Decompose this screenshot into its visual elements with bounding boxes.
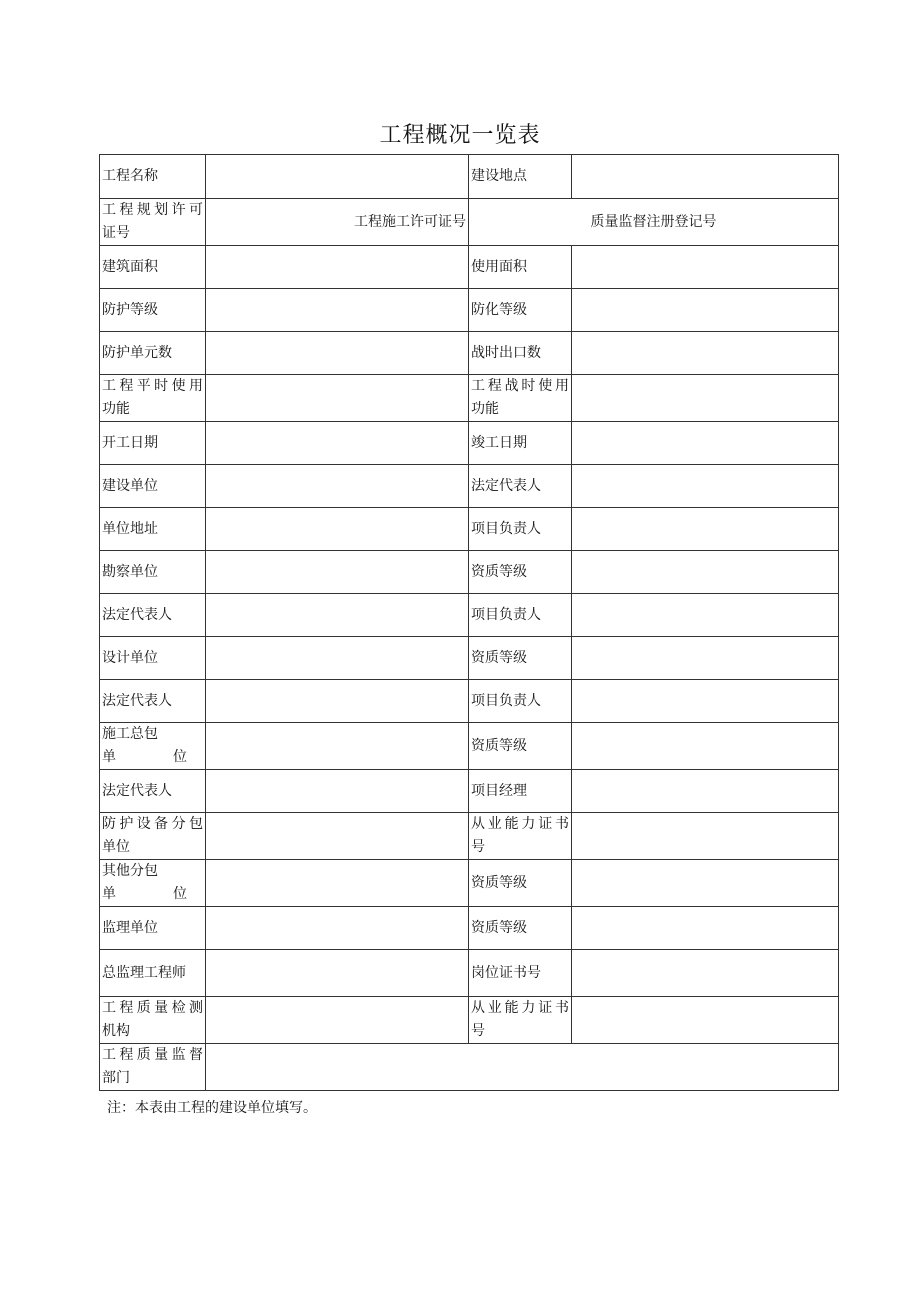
value-supervision-unit[interactable]: [206, 907, 469, 950]
label-line: 工 程 平 时 使 用: [102, 378, 203, 394]
label-construction-permit: 工程施工许可证号: [206, 199, 469, 246]
project-overview-table: [99, 154, 839, 1091]
value-design-unit[interactable]: [206, 637, 469, 680]
table-row: [100, 289, 839, 332]
value-protection-units[interactable]: [206, 332, 469, 375]
table-row: [100, 375, 839, 422]
table-row: [100, 813, 839, 860]
value-qualification-grade[interactable]: [572, 860, 839, 907]
label-line: 号: [471, 839, 485, 855]
table-row: [100, 199, 839, 246]
label-line: [102, 883, 203, 906]
value-qualification-grade[interactable]: [572, 907, 839, 950]
label-legal-representative: 法定代表人: [100, 594, 206, 637]
value-general-contractor[interactable]: [206, 723, 469, 770]
label-project-leader: 项目负责人: [469, 508, 572, 551]
label-competence-certificate: [469, 997, 572, 1044]
label-project-name: 工程名称: [100, 155, 206, 199]
label-completion-date: 竣工日期: [469, 422, 572, 465]
value-project-name[interactable]: [206, 155, 469, 199]
table-row: [100, 770, 839, 813]
value-quality-supervision-dept[interactable]: [206, 1044, 839, 1091]
value-project-manager[interactable]: [572, 770, 839, 813]
value-competence-certificate[interactable]: [572, 813, 839, 860]
label-char: 位: [173, 749, 187, 765]
label-qualification-grade: 资质等级: [469, 723, 572, 770]
label-build-location: 建设地点: [469, 155, 572, 199]
value-build-location[interactable]: [572, 155, 839, 199]
value-wartime-function[interactable]: [572, 375, 839, 422]
value-legal-representative[interactable]: [572, 465, 839, 508]
label-legal-representative: 法定代表人: [100, 770, 206, 813]
table-row: [100, 155, 839, 199]
label-qualification-grade: 资质等级: [469, 637, 572, 680]
label-line: 功能: [471, 401, 499, 417]
label-line: 其他分包: [102, 863, 158, 879]
label-line: 工 程 规 划 许 可: [102, 202, 203, 218]
label-competence-certificate: [469, 813, 572, 860]
label-char: 位: [173, 886, 187, 902]
table-row: [100, 637, 839, 680]
value-construction-unit[interactable]: [206, 465, 469, 508]
label-line: 部门: [102, 1070, 130, 1086]
value-qualification-grade[interactable]: [572, 637, 839, 680]
value-wartime-exits[interactable]: [572, 332, 839, 375]
table-row: [100, 594, 839, 637]
value-chemical-protection-grade[interactable]: [572, 289, 839, 332]
label-building-area: 建筑面积: [100, 246, 206, 289]
table-row: [100, 997, 839, 1044]
label-quality-registration: 质量监督注册登记号: [469, 199, 839, 246]
label-chemical-protection-grade: 防化等级: [469, 289, 572, 332]
label-project-leader: 项目负责人: [469, 680, 572, 723]
label-qualification-grade: 资质等级: [469, 860, 572, 907]
label-quality-testing-agency: [100, 997, 206, 1044]
label-general-contractor: [100, 723, 206, 770]
label-line: [102, 746, 203, 769]
value-legal-representative[interactable]: [206, 770, 469, 813]
label-legal-representative: 法定代表人: [100, 680, 206, 723]
page-title: 工程概况一览表: [379, 123, 541, 148]
value-quality-testing-agency[interactable]: [206, 997, 469, 1044]
value-qualification-grade[interactable]: [572, 723, 839, 770]
table-row: [100, 508, 839, 551]
label-line: 证号: [102, 225, 130, 241]
value-competence-certificate[interactable]: [572, 997, 839, 1044]
label-unit-address: 单位地址: [100, 508, 206, 551]
table-row: [100, 723, 839, 770]
label-protection-grade: 防护等级: [100, 289, 206, 332]
label-survey-unit: 勘察单位: [100, 551, 206, 594]
value-start-date[interactable]: [206, 422, 469, 465]
label-legal-representative: 法定代表人: [469, 465, 572, 508]
label-protective-equipment-subcontractor: [100, 813, 206, 860]
label-line: 机构: [102, 1023, 130, 1039]
label-usable-area: 使用面积: [469, 246, 572, 289]
value-protective-equipment-subcontractor[interactable]: [206, 813, 469, 860]
value-project-leader[interactable]: [572, 508, 839, 551]
label-construction-unit: 建设单位: [100, 465, 206, 508]
value-other-subcontractor[interactable]: [206, 860, 469, 907]
table-row: [100, 551, 839, 594]
label-project-manager: 项目经理: [469, 770, 572, 813]
footnote: 注：本表由工程的建设单位填写。: [107, 1100, 317, 1116]
label-line: 从 业 能 力 证 书: [471, 1000, 569, 1016]
value-project-leader[interactable]: [572, 594, 839, 637]
table-row: [100, 860, 839, 907]
table-row: [100, 680, 839, 723]
value-legal-representative[interactable]: [206, 680, 469, 723]
label-start-date: 开工日期: [100, 422, 206, 465]
label-line: 施工总包: [102, 726, 158, 742]
value-peacetime-function[interactable]: [206, 375, 469, 422]
label-protection-units: 防护单元数: [100, 332, 206, 375]
label-line: 工 程 战 时 使 用: [471, 378, 569, 394]
table-row: [100, 422, 839, 465]
table-row: [100, 246, 839, 289]
label-quality-supervision-dept: [100, 1044, 206, 1091]
label-wartime-function: [469, 375, 572, 422]
value-project-leader[interactable]: [572, 680, 839, 723]
value-usable-area[interactable]: [572, 246, 839, 289]
table-row: [100, 332, 839, 375]
label-other-subcontractor: [100, 860, 206, 907]
value-survey-unit[interactable]: [206, 551, 469, 594]
label-line: 号: [471, 1023, 485, 1039]
label-supervision-unit: 监理单位: [100, 907, 206, 950]
label-chief-supervisor: 总监理工程师: [100, 950, 206, 997]
label-char: 单: [102, 886, 116, 902]
value-chief-supervisor[interactable]: [206, 950, 469, 997]
value-protection-grade[interactable]: [206, 289, 469, 332]
label-post-certificate: 岗位证书号: [469, 950, 572, 997]
label-peacetime-function: [100, 375, 206, 422]
label-wartime-exits: 战时出口数: [469, 332, 572, 375]
value-qualification-grade[interactable]: [572, 551, 839, 594]
label-line: 工 程 质 量 监 督: [102, 1047, 203, 1063]
label-line: 从 业 能 力 证 书: [471, 816, 569, 832]
value-building-area[interactable]: [206, 246, 469, 289]
label-project-leader: 项目负责人: [469, 594, 572, 637]
label-qualification-grade: 资质等级: [469, 551, 572, 594]
label-qualification-grade: 资质等级: [469, 907, 572, 950]
label-line: 单位: [102, 839, 130, 855]
value-legal-representative[interactable]: [206, 594, 469, 637]
label-design-unit: 设计单位: [100, 637, 206, 680]
value-completion-date[interactable]: [572, 422, 839, 465]
label-line: 防 护 设 备 分 包: [102, 816, 203, 832]
table-row: [100, 465, 839, 508]
table-row: [100, 907, 839, 950]
value-unit-address[interactable]: [206, 508, 469, 551]
label-char: 单: [102, 749, 116, 765]
table-row: [100, 1044, 839, 1091]
value-post-certificate[interactable]: [572, 950, 839, 997]
label-line: 功能: [102, 401, 130, 417]
label-planning-permit: [100, 199, 206, 246]
table-row: [100, 950, 839, 997]
label-line: 工 程 质 量 检 测: [102, 1000, 203, 1016]
